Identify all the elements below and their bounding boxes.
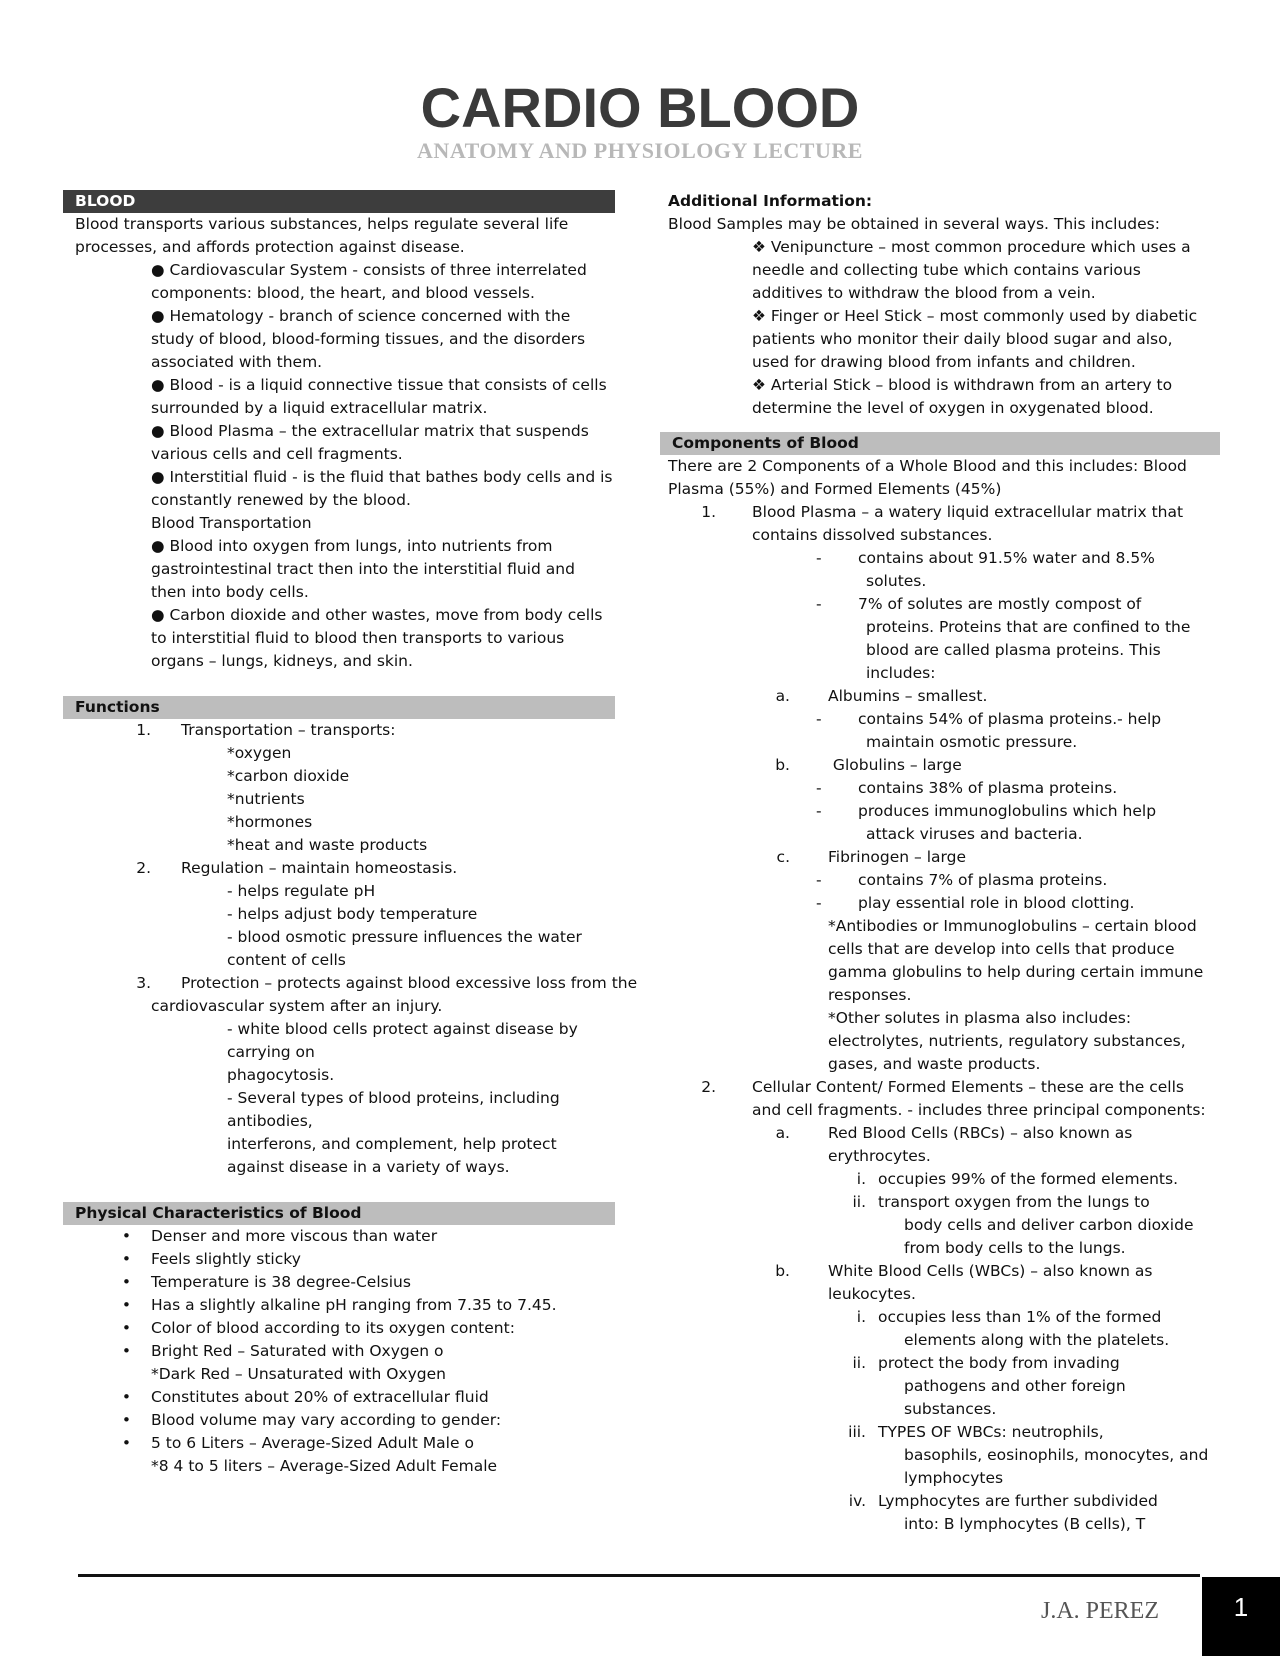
sub-line: *heat and waste products <box>227 836 428 854</box>
blood-line: ● Carbon dioxide and other wastes, move from body cells <box>151 606 603 624</box>
roman-continued: pathogens and other foreign <box>904 1377 1126 1395</box>
blood-line: organs – lungs, kidneys, and skin. <box>151 652 413 670</box>
roman-item: i. occupies 99% of the formed elements. <box>856 1170 1179 1188</box>
bullet-item: • Blood volume may vary according to gender: <box>63 1409 615 1432</box>
note-line: *Other solutes in plasma also includes: <box>828 1009 1132 1027</box>
roman-continued: from body cells to the lungs. <box>904 1239 1126 1257</box>
list-number: 2. <box>136 859 151 877</box>
additional-line: additives to withdraw the blood from a vein. <box>752 284 1096 302</box>
roman-continued: into: B lymphocytes (B cells), T <box>904 1515 1146 1533</box>
roman-item: i. occupies less than 1% of the formed <box>856 1308 1162 1326</box>
page-number: 1 <box>1202 1577 1280 1656</box>
additional-line: ❖ Arterial Stick – blood is withdrawn from an artery to <box>752 376 1173 394</box>
bullet-continued: *Dark Red – Unsaturated with Oxygen <box>151 1365 446 1383</box>
additional-line: patients who monitor their daily blood sugar and also, <box>752 330 1173 348</box>
roman-continued: lymphocytes <box>904 1469 1004 1487</box>
list-number: 3. <box>136 974 151 992</box>
bullet-item: • Feels slightly sticky <box>63 1248 615 1271</box>
dash-item: - contains 7% of plasma proteins. <box>816 871 1108 889</box>
sub-line: *nutrients <box>227 790 305 808</box>
list-text-continued: cardiovascular system after an injury. <box>151 997 443 1015</box>
blood-line: various cells and cell fragments. <box>151 445 403 463</box>
sub-line: interferons, and complement, help protect <box>227 1135 557 1153</box>
bullet-icon: • <box>121 1296 131 1314</box>
additional-line: determine the level of oxygen in oxygenated blood. <box>752 399 1154 417</box>
roman-item: ii. protect the body from invading <box>852 1354 1120 1372</box>
bullet-icon: • <box>121 1411 131 1429</box>
letter-continued: leukocytes. <box>828 1285 916 1303</box>
left-column <box>63 190 638 1478</box>
additional-info-intro: Blood Samples may be obtained in several ways. This includes: <box>668 215 1160 233</box>
blood-line: gastrointestinal tract then into the interstitial fluid and <box>151 560 575 578</box>
blood-line: ● Blood into oxygen from lungs, into nutrients from <box>151 537 553 555</box>
document-title: CARDIO BLOOD <box>420 76 860 139</box>
list-item <box>63 857 615 880</box>
letter-item: a. Albumins – smallest. <box>775 687 988 705</box>
dash-continued: maintain osmotic pressure. <box>866 733 1078 751</box>
note-line: *Antibodies or Immunoglobulins – certain blood <box>828 917 1197 935</box>
additional-line: ❖ Venipuncture – most common procedure which uses a <box>752 238 1191 256</box>
bullet-item: • Constitutes about 20% of extracellular fluid <box>63 1386 615 1409</box>
blood-line: ● Cardiovascular System - consists of three interrelated <box>151 261 587 279</box>
bullet-icon: • <box>121 1250 131 1268</box>
dash-continued: solutes. <box>866 572 927 590</box>
blood-line: ● Hematology - branch of science concerned with the <box>151 307 571 325</box>
roman-continued: basophils, eosinophils, monocytes, and <box>904 1446 1209 1464</box>
document-subtitle: ANATOMY AND PHYSIOLOGY LECTURE <box>417 138 863 163</box>
roman-continued: body cells and deliver carbon dioxide <box>904 1216 1194 1234</box>
list-item <box>63 719 615 742</box>
list-item: 2. Cellular Content/ Formed Elements – these are the cells <box>701 1078 1184 1096</box>
bullet-icon: • <box>121 1319 131 1337</box>
dash-item: - contains about 91.5% water and 8.5% <box>816 549 1155 567</box>
sub-line: carrying on <box>227 1043 315 1061</box>
bullet-item: • Bright Red – Saturated with Oxygen o <box>63 1340 615 1363</box>
additional-line: used for drawing blood from infants and children. <box>752 353 1136 371</box>
note-line: electrolytes, nutrients, regulatory substances, <box>828 1032 1186 1050</box>
dash-item: - produces immunoglobulins which help <box>816 802 1157 820</box>
dash-continued: includes: <box>866 664 936 682</box>
sub-line: *hormones <box>227 813 313 831</box>
bullet-continued: *8 4 to 5 liters – Average-Sized Adult Female <box>151 1457 498 1475</box>
list-item <box>63 972 638 995</box>
sub-line: phagocytosis. <box>227 1066 335 1084</box>
additional-info-heading: Additional Information: <box>668 192 873 210</box>
letter-continued: erythrocytes. <box>828 1147 931 1165</box>
letter-item: b. White Blood Cells (WBCs) – also known as <box>775 1262 1153 1280</box>
bullet-icon: • <box>121 1388 131 1406</box>
list-text: Regulation – maintain homeostasis. <box>181 859 458 877</box>
sub-line: - helps adjust body temperature <box>227 905 478 923</box>
dash-continued: proteins. Proteins that are confined to the <box>866 618 1191 636</box>
note-line: responses. <box>828 986 912 1004</box>
blood-line: ● Interstitial fluid - is the fluid that bathes body cells and is <box>151 468 613 486</box>
roman-item: ii. transport oxygen from the lungs to <box>852 1193 1150 1211</box>
section-heading-functions: Functions <box>63 696 615 719</box>
roman-continued: elements along with the platelets. <box>904 1331 1170 1349</box>
footer-divider <box>78 1574 1200 1577</box>
dash-item: - play essential role in blood clotting. <box>816 894 1135 912</box>
list-number: 1. <box>136 721 151 739</box>
sub-line: - Several types of blood proteins, including <box>227 1089 560 1107</box>
blood-intro-line: Blood transports various substances, helps regulate several life <box>75 215 569 233</box>
additional-line: needle and collecting tube which contains various <box>752 261 1141 279</box>
right-column <box>668 190 1220 1536</box>
blood-line: associated with them. <box>151 353 323 371</box>
list-text: Protection – protects against blood excessive loss from the <box>181 974 638 992</box>
blood-line: study of blood, blood-forming tissues, and the disorders <box>151 330 586 348</box>
bullet-icon: • <box>121 1273 131 1291</box>
roman-item: iii. TYPES OF WBCs: neutrophils, <box>848 1423 1104 1441</box>
bullet-icon: • <box>121 1227 131 1245</box>
components-intro: Plasma (55%) and Formed Elements (45%) <box>668 480 1002 498</box>
dash-item: - contains 38% of plasma proteins. <box>816 779 1118 797</box>
dash-continued: attack viruses and bacteria. <box>866 825 1083 843</box>
blood-line: ● Blood Plasma – the extracellular matrix that suspends <box>151 422 589 440</box>
note-line: cells that are develop into cells that produce <box>828 940 1175 958</box>
blood-line: ● Blood - is a liquid connective tissue that consists of cells <box>151 376 607 394</box>
roman-continued: substances. <box>904 1400 997 1418</box>
letter-item: c. Fibrinogen – large <box>776 848 967 866</box>
letter-item: b. Globulins – large <box>775 756 962 774</box>
footer-author: J.A. PEREZ <box>1040 1598 1159 1624</box>
sub-line: content of cells <box>227 951 346 969</box>
sub-line: *carbon dioxide <box>227 767 350 785</box>
bullet-item: • Temperature is 38 degree-Celsius <box>63 1271 615 1294</box>
section-heading-physical-characteristics: Physical Characteristics of Blood <box>63 1202 615 1225</box>
blood-line: constantly renewed by the blood. <box>151 491 411 509</box>
note-line: gases, and waste products. <box>828 1055 1041 1073</box>
section-heading-blood: BLOOD <box>63 190 615 213</box>
sub-line: - white blood cells protect against disease by <box>227 1020 578 1038</box>
blood-intro-line: processes, and affords protection against disease. <box>75 238 465 256</box>
sub-line: against disease in a variety of ways. <box>227 1158 510 1176</box>
dash-item: - 7% of solutes are mostly compost of <box>816 595 1142 613</box>
bullet-item: • Has a slightly alkaline pH ranging from 7.35 to 7.45. <box>63 1294 615 1317</box>
bullet-icon: • <box>121 1434 131 1452</box>
bullet-item: • Color of blood according to its oxygen content: <box>63 1317 615 1340</box>
section-heading-components: Components of Blood <box>660 432 1220 455</box>
additional-line: ❖ Finger or Heel Stick – most commonly used by diabetic <box>752 307 1198 325</box>
blood-line: surrounded by a liquid extracellular matrix. <box>151 399 488 417</box>
sub-line: *oxygen <box>227 744 292 762</box>
dash-item: - contains 54% of plasma proteins.- help <box>816 710 1162 728</box>
roman-item: iv. Lymphocytes are further subdivided <box>848 1492 1158 1510</box>
blood-line: components: blood, the heart, and blood vessels. <box>151 284 535 302</box>
list-text-continued: contains dissolved substances. <box>752 526 993 544</box>
note-line: gamma globulins to help during certain immune <box>828 963 1204 981</box>
bullet-item: • Denser and more viscous than water <box>63 1225 615 1248</box>
blood-line: Blood Transportation <box>151 514 312 532</box>
blood-line: then into body cells. <box>151 583 309 601</box>
list-text-continued: and cell fragments. - includes three principal components: <box>752 1101 1206 1119</box>
blood-line: to interstitial fluid to blood then transports to various <box>151 629 565 647</box>
list-item: 1. Blood Plasma – a watery liquid extracellular matrix that <box>701 503 1184 521</box>
letter-item: a. Red Blood Cells (RBCs) – also known as <box>775 1124 1133 1142</box>
bullet-item: • 5 to 6 Liters – Average-Sized Adult Male o <box>63 1432 615 1455</box>
list-text: Transportation – transports: <box>181 721 396 739</box>
bullet-icon: • <box>121 1342 131 1360</box>
sub-line: - blood osmotic pressure influences the water <box>227 928 582 946</box>
components-intro: There are 2 Components of a Whole Blood and this includes: Blood <box>668 457 1187 475</box>
sub-line: - helps regulate pH <box>227 882 376 900</box>
sub-line: antibodies, <box>227 1112 313 1130</box>
dash-continued: blood are called plasma proteins. This <box>866 641 1161 659</box>
